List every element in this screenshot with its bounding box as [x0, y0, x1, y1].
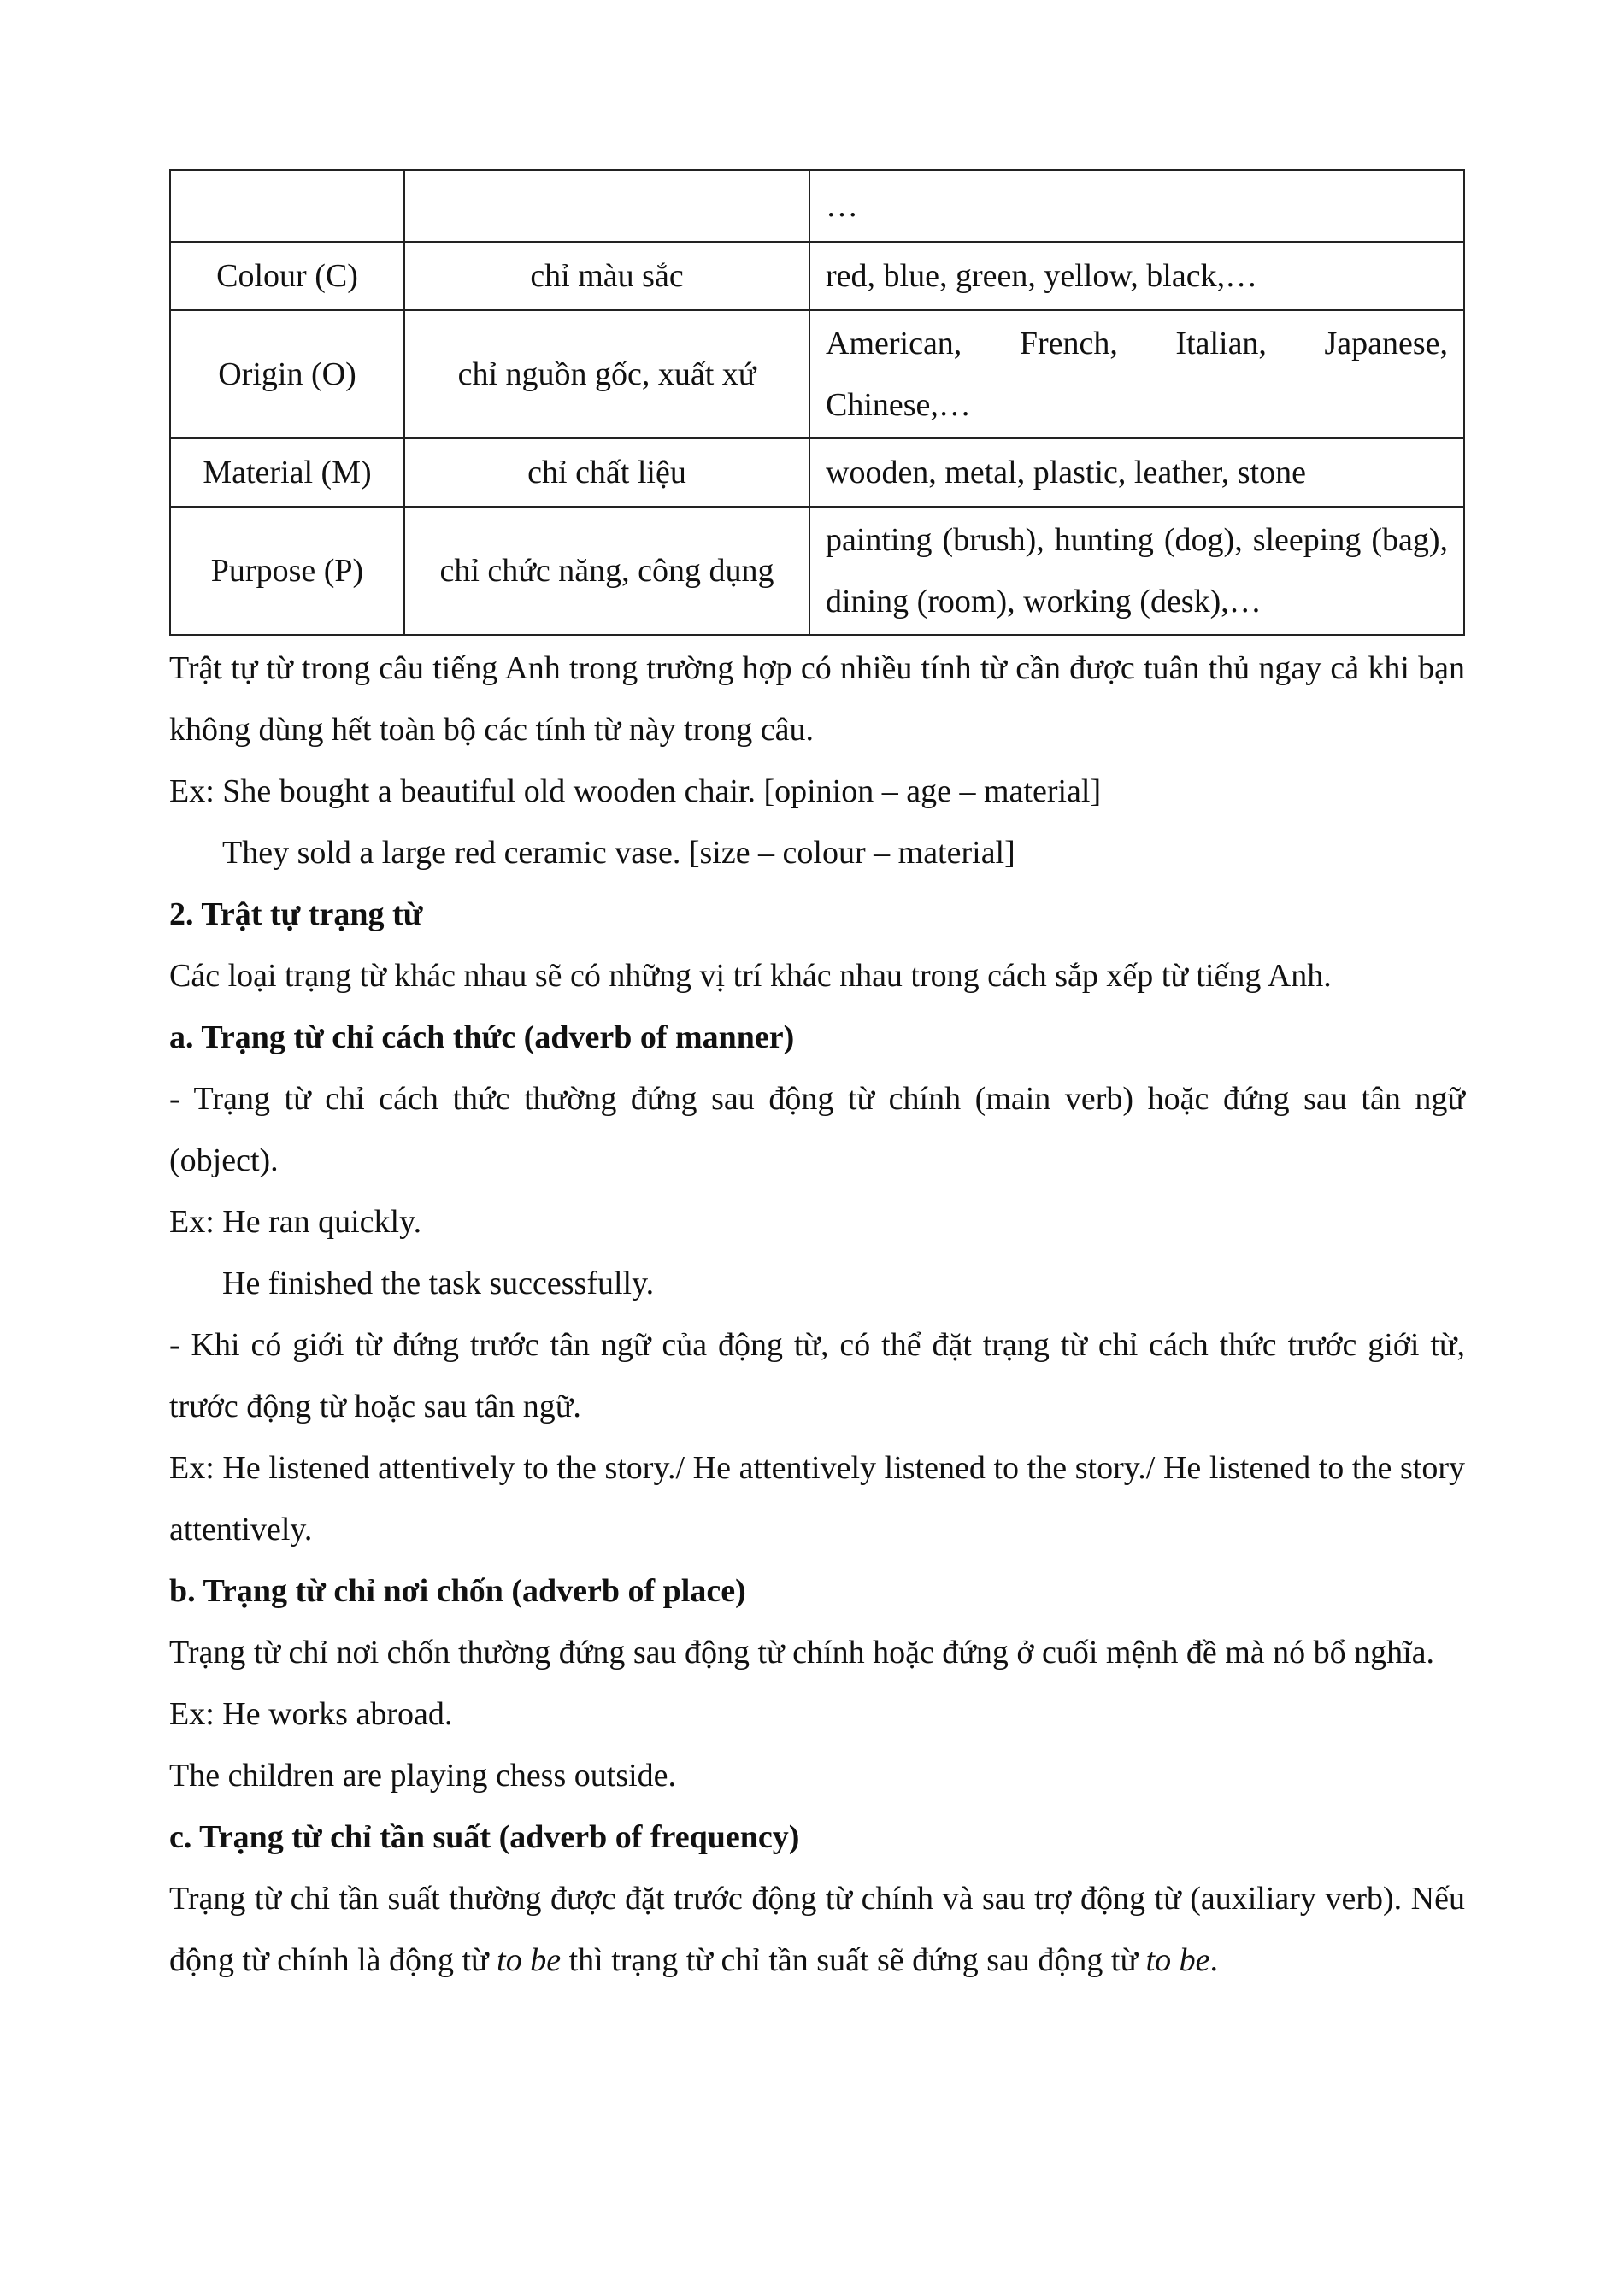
paragraph [169, 1868, 1465, 1991]
example-line: Ex: He works abroad. [169, 1696, 453, 1732]
category-cell: Purpose (P) [170, 507, 404, 635]
meaning-cell: chỉ nguồn gốc, xuất xứ [404, 310, 809, 438]
italic-term: to be [1145, 1942, 1210, 1978]
example-line: The children are playing chess outside. [169, 1758, 677, 1794]
example-line: Ex: He ran quickly. [169, 1204, 422, 1240]
adjective-order-table [169, 169, 1465, 636]
table-row [170, 438, 1464, 507]
examples-cell: painting (brush), hunting (dog), sleeping (bag), dining (room), working (desk),… [809, 507, 1464, 635]
category-cell [170, 170, 404, 242]
examples-cell: … [809, 170, 1464, 242]
meaning-cell [404, 170, 809, 242]
text-run: thì trạng từ chỉ tần suất sẽ đứng sau động từ [561, 1942, 1146, 1978]
section-heading: 2. Trật tự trạng từ [169, 896, 423, 932]
table-row [170, 310, 1464, 438]
text-run: Trạng từ chỉ tần suất thường được đặt trước động từ chính và sau trợ động từ (auxiliary verb). Nếu động từ chính là động từ [169, 1881, 1465, 1978]
example-line: Ex: She bought a beautiful old wooden chair. [opinion – age – material] [169, 773, 1102, 809]
italic-term: to be [497, 1942, 562, 1978]
meaning-cell: chỉ chất liệu [404, 438, 809, 507]
document-page [169, 169, 1465, 1991]
table-row [170, 242, 1464, 310]
meaning-cell: chỉ màu sắc [404, 242, 809, 310]
subsection-heading: c. Trạng từ chỉ tần suất (adverb of frequency) [169, 1819, 800, 1855]
examples-cell: American, French, Italian, Japanese, Chinese,… [809, 310, 1464, 438]
category-cell: Colour (C) [170, 242, 404, 310]
subsection-heading: a. Trạng từ chỉ cách thức (adverb of manner) [169, 1019, 795, 1055]
table-row [170, 170, 1464, 242]
example-line: He finished the task successfully. [222, 1265, 655, 1301]
paragraph: Các loại trạng từ khác nhau sẽ có những vị trí khác nhau trong cách sắp xếp từ tiếng Anh. [169, 958, 1332, 994]
meaning-cell: chỉ chức năng, công dụng [404, 507, 809, 635]
examples-cell: wooden, metal, plastic, leather, stone [809, 438, 1464, 507]
text-run: . [1209, 1942, 1218, 1978]
paragraph: - Trạng từ chỉ cách thức thường đứng sau động từ chính (main verb) hoặc đứng sau tân ngữ (object). [169, 1081, 1465, 1178]
example-line: They sold a large red ceramic vase. [size – colour – material] [222, 835, 1015, 871]
paragraph: - Khi có giới từ đứng trước tân ngữ của động từ, có thể đặt trạng từ chỉ cách thức trước giới từ, trước động từ hoặc sau tân ngữ. [169, 1327, 1465, 1424]
paragraph: Trạng từ chỉ nơi chốn thường đứng sau động từ chính hoặc đứng ở cuối mệnh đề mà nó bổ nghĩa. [169, 1635, 1435, 1671]
examples-cell: red, blue, green, yellow, black,… [809, 242, 1464, 310]
category-cell: Origin (O) [170, 310, 404, 438]
paragraph: Trật tự từ trong câu tiếng Anh trong trường hợp có nhiều tính từ cần được tuân thủ ngay cả khi bạn không dùng hết toàn bộ các tính từ này trong câu. [169, 650, 1465, 748]
table-row [170, 507, 1464, 635]
example-line: Ex: He listened attentively to the story./ He attentively listened to the story./ He listened to the story attentively. [169, 1450, 1465, 1547]
document-body [169, 637, 1465, 1991]
subsection-heading: b. Trạng từ chỉ nơi chốn (adverb of place) [169, 1573, 746, 1609]
category-cell: Material (M) [170, 438, 404, 507]
